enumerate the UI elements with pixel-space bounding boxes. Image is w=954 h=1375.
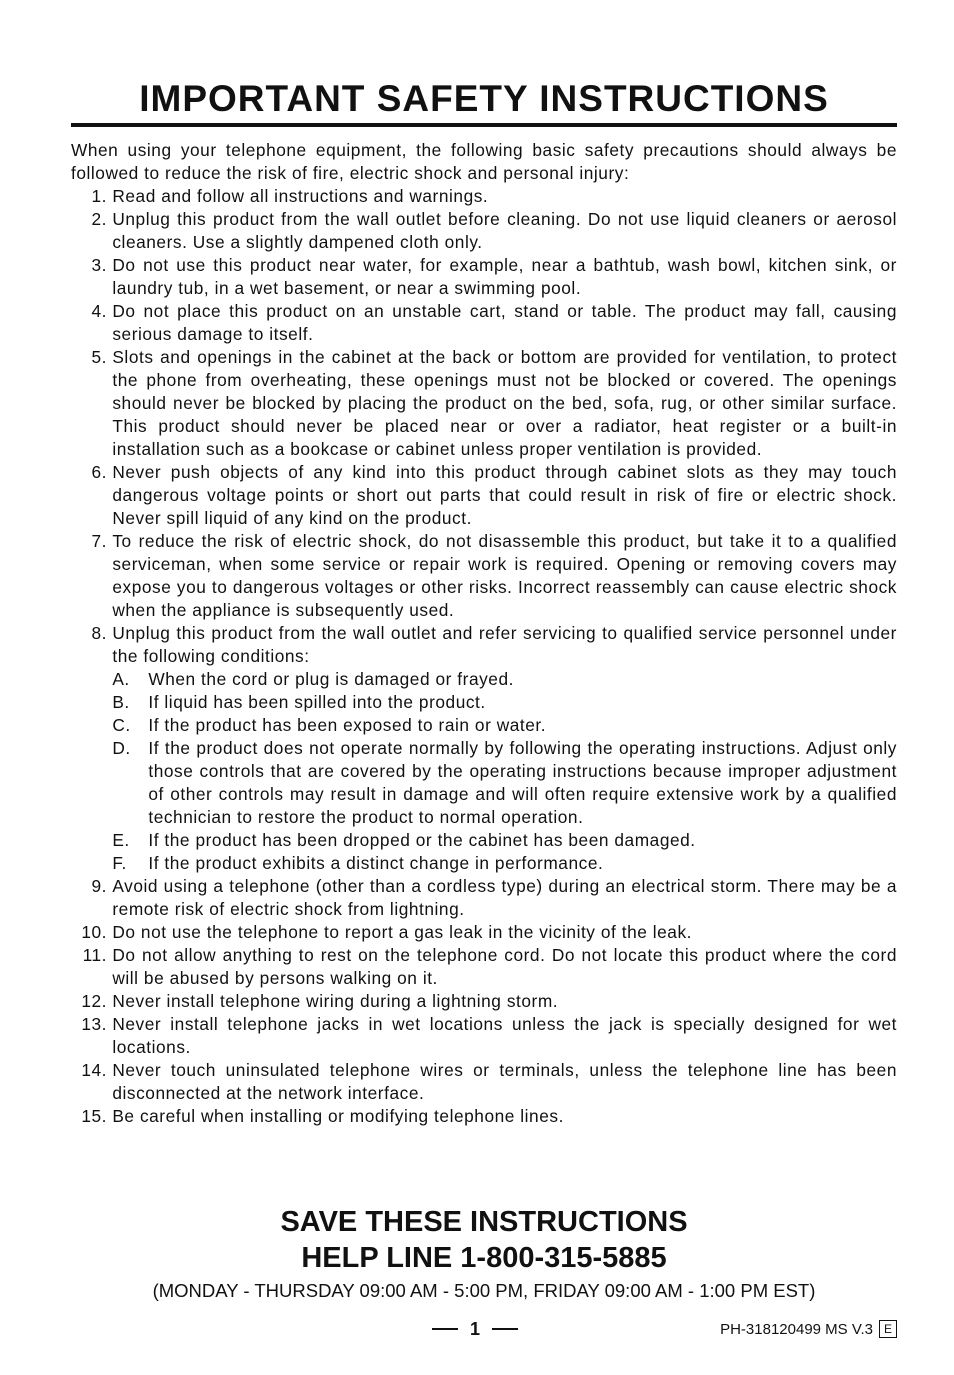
- sub-item-letter: B.: [112, 692, 130, 712]
- sub-item-text: If the product exhibits a distinct change in performance.: [148, 853, 604, 873]
- sub-item-letter: C.: [112, 715, 131, 735]
- list-item: [71, 990, 897, 1013]
- list-item: [71, 208, 897, 254]
- item-number: 12.: [81, 991, 107, 1011]
- list-item: [71, 1059, 897, 1105]
- list-item: [71, 530, 897, 622]
- item-8-lead: Unplug this product from the wall outlet and refer servicing to qualified service personnel under the following conditions:: [112, 623, 897, 666]
- left-dash: [432, 1328, 458, 1330]
- item-text: Read and follow all instructions and warnings.: [112, 186, 489, 206]
- item-number: 15.: [81, 1106, 107, 1126]
- doc-code-text: PH-318120499 MS V.3: [720, 1320, 873, 1338]
- item-text: Never install telephone wiring during a lightning storm.: [112, 991, 559, 1011]
- sub-item: [112, 668, 897, 691]
- item-text: Never install telephone jacks in wet locations unless the jack is specially designed for wet locations.: [112, 1014, 897, 1057]
- sub-item-text: If liquid has been spilled into the product.: [148, 692, 486, 712]
- title-rule: [71, 123, 897, 127]
- item-text: Unplug this product from the wall outlet before cleaning. Do not use liquid cleaners or aerosol cleaners. Use a slightly dampened cloth only.: [112, 209, 897, 252]
- list-item: [71, 461, 897, 530]
- item-text: Do not use this product near water, for example, near a bathtub, wash bowl, kitchen sink, or laundry tub, in a wet basement, or near a swimming pool.: [112, 255, 897, 298]
- sub-item-text: If the product has been exposed to rain or water.: [148, 715, 547, 735]
- item-text: Be careful when installing or modifying telephone lines.: [112, 1106, 564, 1126]
- sub-item-text: When the cord or plug is damaged or frayed.: [148, 669, 514, 689]
- help-hours: (MONDAY - THURSDAY 09:00 AM - 5:00 PM, FRIDAY 09:00 AM - 1:00 PM EST): [152, 1280, 816, 1301]
- list-item: [71, 254, 897, 300]
- help-line: HELP LINE 1-800-315-5885: [301, 1242, 667, 1274]
- item-number: 2.: [91, 209, 107, 229]
- list-item: [71, 875, 897, 921]
- item-number: 4.: [91, 301, 107, 321]
- item-number: 8.: [91, 623, 107, 643]
- item-text: Do not allow anything to rest on the telephone cord. Do not locate this product where the cord will be abused by persons walking on it.: [112, 945, 897, 988]
- item-number: 5.: [91, 347, 107, 367]
- list-item: [71, 1013, 897, 1059]
- sub-item: [112, 737, 897, 829]
- list-item: [71, 622, 897, 875]
- sub-item-letter: D.: [112, 738, 131, 758]
- language-box: E: [879, 1320, 897, 1338]
- item-number: 11.: [82, 945, 107, 965]
- save-heading: SAVE THESE INSTRUCTIONS: [280, 1206, 688, 1238]
- instructions-body: [71, 139, 897, 1128]
- list-item: [71, 944, 897, 990]
- item-number: 7.: [91, 531, 107, 551]
- list-item: [71, 300, 897, 346]
- intro-paragraph: When using your telephone equipment, the following basic safety precautions should always be followed to reduce the risk of fire, electric shock and personal injury:: [71, 140, 897, 183]
- item-text: Do not use the telephone to report a gas leak in the vicinity of the leak.: [112, 922, 692, 942]
- page-number: 1: [469, 1318, 480, 1339]
- page-number-footer: [420, 1318, 530, 1340]
- sub-item: [112, 691, 897, 714]
- sub-item-text: If the product does not operate normally by following the operating instructions. Adjust only those controls that are covered by the operating instructions because improper adjustment of other controls may result in damage and will often require extensive work by a qualified technician to restore the product to normal operation.: [148, 738, 897, 827]
- item-number: 13.: [81, 1014, 107, 1034]
- right-dash: [492, 1328, 518, 1330]
- list-item: [71, 921, 897, 944]
- save-instructions-block: [71, 1204, 897, 1276]
- sub-item: [112, 714, 897, 737]
- item-number: 1.: [91, 186, 107, 206]
- item-text: Never touch uninsulated telephone wires or terminals, unless the telephone line has been disconnected at the network interface.: [112, 1060, 897, 1103]
- sub-item-letter: A.: [112, 669, 130, 689]
- sub-item: [112, 852, 897, 875]
- sub-item-letter: F.: [112, 853, 127, 873]
- list-item: [71, 1105, 897, 1128]
- sub-item: [112, 829, 897, 852]
- item-number: 6.: [91, 462, 107, 482]
- list-item: [71, 185, 897, 208]
- sub-item-letter: E.: [112, 830, 130, 850]
- item-text: [112, 622, 897, 875]
- item-text: Never push objects of any kind into this product through cabinet slots as they may touch dangerous voltage points or short out parts that could result in risk of fire or electric shock. Never spill liquid of any kind on the product.: [112, 462, 897, 528]
- page-title: IMPORTANT SAFETY INSTRUCTIONS: [139, 78, 829, 119]
- item-text: Slots and openings in the cabinet at the back or bottom are provided for ventilation, to protect the phone from overheating, these openings must not be blocked or covered. The openings should never be blocked by placing the product on the bed, sofa, rug, or other similar surface. This product should never be placed near or over a radiator, heat register or a built-in installation such as a bookcase or cabinet unless proper ventilation is provided.: [112, 347, 897, 459]
- document-code: [720, 1320, 897, 1338]
- list-item: [71, 346, 897, 461]
- sub-item-text: If the product has been dropped or the cabinet has been damaged.: [148, 830, 696, 850]
- item-number: 14.: [81, 1060, 107, 1080]
- item-number: 10.: [81, 922, 107, 942]
- item-number: 9.: [91, 876, 107, 896]
- item-text: Do not place this product on an unstable cart, stand or table. The product may fall, causing serious damage to itself.: [112, 301, 897, 344]
- item-text: To reduce the risk of electric shock, do not disassemble this product, but take it to a qualified serviceman, when some service or repair work is required. Opening or removing covers may expose you to dangerous voltages or other risks. Incorrect reassembly can cause electric shock when the appliance is subsequently used.: [112, 531, 897, 620]
- item-text: Avoid using a telephone (other than a cordless type) during an electrical storm. There may be a remote risk of electric shock from lightning.: [112, 876, 897, 919]
- item-number: 3.: [91, 255, 107, 275]
